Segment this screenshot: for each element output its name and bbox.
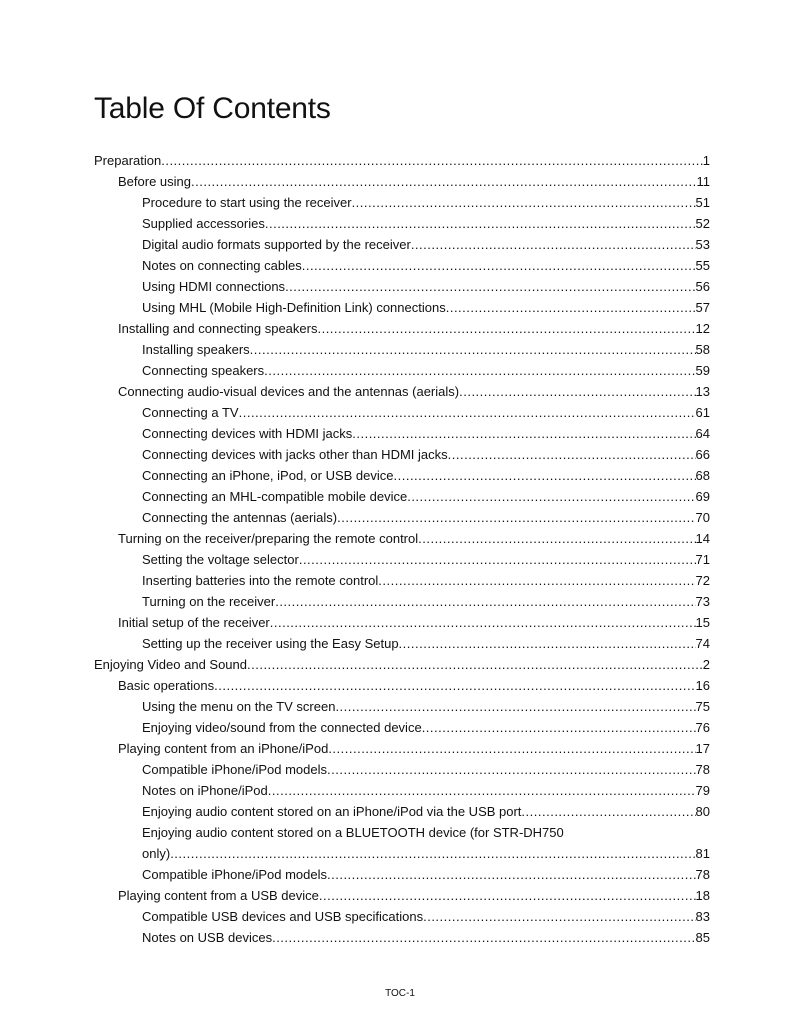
toc-entry-page-number: 12 <box>695 321 710 336</box>
toc-entry[interactable] <box>94 507 710 528</box>
dot-leader <box>337 507 695 528</box>
toc-entry[interactable] <box>94 528 710 549</box>
toc-entry-page-number: 55 <box>695 258 710 273</box>
toc-entry[interactable] <box>94 759 710 780</box>
toc-entry-continuation[interactable] <box>94 843 710 864</box>
toc-entry[interactable] <box>94 927 710 948</box>
toc-entry-page-number: 15 <box>695 615 710 630</box>
toc-entry[interactable] <box>94 570 710 591</box>
dot-leader <box>327 759 696 780</box>
page-footer-label: TOC-1 <box>385 988 415 999</box>
toc-entry[interactable] <box>94 885 710 906</box>
toc-entry[interactable] <box>94 633 710 654</box>
toc-entry[interactable] <box>94 717 710 738</box>
toc-entry-title: Procedure to start using the receiver <box>142 195 352 210</box>
toc-entry-page-number: 53 <box>695 237 710 252</box>
dot-leader <box>407 486 695 507</box>
dot-leader <box>459 381 695 402</box>
toc-entry-page-number: 81 <box>695 846 710 861</box>
toc-entry-title: Installing and connecting speakers <box>118 321 318 336</box>
toc-entry-title: Enjoying video/sound from the connected device <box>142 720 422 735</box>
dot-leader <box>378 570 695 591</box>
toc-entry-page-number: 56 <box>695 279 710 294</box>
toc-entry[interactable] <box>94 171 710 192</box>
toc-entry-title: Connecting the antennas (aerials) <box>142 510 338 525</box>
toc-entry-title: Compatible USB devices and USB specifications <box>142 909 424 924</box>
toc-entry-page-number: 13 <box>695 384 710 399</box>
toc-entry[interactable] <box>94 696 710 717</box>
toc-entry-title: Installing speakers <box>142 342 250 357</box>
toc-entry-page-number: 83 <box>695 909 710 924</box>
table-of-contents <box>94 150 710 948</box>
toc-entry[interactable] <box>94 822 710 843</box>
dot-leader <box>214 675 695 696</box>
toc-entry[interactable] <box>94 591 710 612</box>
toc-entry-title: Enjoying audio content stored on a BLUETOOTH device (for STR-DH750 <box>142 825 564 840</box>
dot-leader <box>270 612 696 633</box>
dot-leader <box>302 255 696 276</box>
toc-entry-title: Connecting speakers <box>142 363 265 378</box>
toc-entry[interactable] <box>94 213 710 234</box>
toc-entry-page-number: 69 <box>695 489 710 504</box>
toc-entry-page-number: 1 <box>702 153 710 168</box>
toc-entry-title: Using MHL (Mobile High-Definition Link) connections <box>142 300 446 315</box>
toc-entry-page-number: 85 <box>695 930 710 945</box>
dot-leader <box>299 549 696 570</box>
toc-entry-page-number: 70 <box>695 510 710 525</box>
dot-leader <box>521 801 695 822</box>
dot-leader <box>352 192 696 213</box>
toc-entry[interactable] <box>94 864 710 885</box>
dot-leader <box>265 213 696 234</box>
toc-entry-page-number: 14 <box>695 531 710 546</box>
toc-entry[interactable] <box>94 192 710 213</box>
toc-entry[interactable] <box>94 297 710 318</box>
dot-leader <box>247 654 703 675</box>
toc-entry[interactable] <box>94 612 710 633</box>
page-title: Table Of Contents <box>94 92 331 125</box>
toc-entry-title: Using the menu on the TV screen <box>142 699 336 714</box>
toc-entry-page-number: 11 <box>696 174 710 189</box>
toc-entry-title: Turning on the receiver/preparing the remote control <box>118 531 419 546</box>
toc-entry-title: Compatible iPhone/iPod models <box>142 762 327 777</box>
toc-entry-page-number: 80 <box>695 804 710 819</box>
toc-entry-title: Notes on USB devices <box>142 930 273 945</box>
toc-entry-page-number: 52 <box>695 216 710 231</box>
toc-entry[interactable] <box>94 381 710 402</box>
dot-leader <box>394 465 696 486</box>
toc-entry-page-number: 18 <box>695 888 710 903</box>
dot-leader <box>275 591 695 612</box>
toc-entry-title: Connecting devices with HDMI jacks <box>142 426 353 441</box>
dot-leader <box>239 402 696 423</box>
dot-leader <box>423 906 695 927</box>
toc-entry[interactable] <box>94 738 710 759</box>
dot-leader <box>272 927 695 948</box>
toc-entry-title: Digital audio formats supported by the receiver <box>142 237 411 252</box>
toc-entry-title: Inserting batteries into the remote control <box>142 573 379 588</box>
dot-leader <box>411 234 696 255</box>
toc-entry[interactable] <box>94 318 710 339</box>
toc-entry-title: Connecting a TV <box>142 405 239 420</box>
dot-leader <box>191 171 697 192</box>
toc-entry-title: Connecting audio-visual devices and the antennas (aerials) <box>118 384 460 399</box>
toc-entry-page-number: 78 <box>695 762 710 777</box>
toc-entry[interactable] <box>94 675 710 696</box>
dot-leader <box>399 633 696 654</box>
toc-entry[interactable] <box>94 801 710 822</box>
toc-entry[interactable] <box>94 150 710 171</box>
dot-leader <box>170 843 695 864</box>
dot-leader <box>250 339 696 360</box>
toc-entry-page-number: 68 <box>695 468 710 483</box>
toc-entry[interactable] <box>94 339 710 360</box>
dot-leader <box>328 738 695 759</box>
toc-entry-title: Notes on connecting cables <box>142 258 302 273</box>
toc-entry[interactable] <box>94 654 710 675</box>
dot-leader <box>335 696 695 717</box>
dot-leader <box>422 717 696 738</box>
toc-entry[interactable] <box>94 906 710 927</box>
dot-leader <box>448 444 696 465</box>
toc-entry-title: Connecting devices with jacks other than HDMI jacks <box>142 447 448 462</box>
dot-leader <box>352 423 695 444</box>
toc-entry-title: Supplied accessories <box>142 216 265 231</box>
toc-entry-page-number: 61 <box>695 405 710 420</box>
toc-entry-page-number: 72 <box>695 573 710 588</box>
toc-entry-title: Turning on the receiver <box>142 594 276 609</box>
dot-leader <box>319 885 696 906</box>
toc-entry[interactable] <box>94 276 710 297</box>
toc-entry-title: Preparation <box>94 153 162 168</box>
toc-entry-page-number: 2 <box>702 657 710 672</box>
dot-leader <box>161 150 703 171</box>
toc-entry-title: Basic operations <box>118 678 215 693</box>
dot-leader <box>264 360 695 381</box>
toc-entry[interactable] <box>94 780 710 801</box>
toc-entry-page-number: 17 <box>695 741 710 756</box>
toc-entry-page-number: 79 <box>695 783 710 798</box>
dot-leader <box>317 318 695 339</box>
toc-entry[interactable] <box>94 444 710 465</box>
toc-entry[interactable] <box>94 234 710 255</box>
toc-entry[interactable] <box>94 549 710 570</box>
toc-entry[interactable] <box>94 423 710 444</box>
toc-entry-page-number: 75 <box>695 699 710 714</box>
toc-entry-page-number: 66 <box>695 447 710 462</box>
toc-entry-title: Initial setup of the receiver <box>118 615 270 630</box>
toc-entry-page-number: 51 <box>695 195 710 210</box>
toc-entry-title: Setting up the receiver using the Easy Setup <box>142 636 399 651</box>
toc-entry-title: Connecting an iPhone, iPod, or USB device <box>142 468 394 483</box>
toc-entry-title-continued: only) <box>142 846 171 861</box>
dot-leader <box>285 276 695 297</box>
toc-entry[interactable] <box>94 360 710 381</box>
toc-entry-title: Using HDMI connections <box>142 279 286 294</box>
dot-leader <box>446 297 696 318</box>
toc-entry-page-number: 78 <box>695 867 710 882</box>
toc-entry-page-number: 74 <box>695 636 710 651</box>
dot-leader <box>327 864 696 885</box>
toc-entry[interactable] <box>94 465 710 486</box>
toc-entry-title: Enjoying audio content stored on an iPhone/iPod via the USB port <box>142 804 522 819</box>
dot-leader <box>418 528 695 549</box>
toc-entry-title: Compatible iPhone/iPod models <box>142 867 327 882</box>
toc-entry-title: Setting the voltage selector <box>142 552 299 567</box>
toc-entry-page-number: 58 <box>695 342 710 357</box>
toc-entry[interactable] <box>94 255 710 276</box>
toc-entry-page-number: 64 <box>695 426 710 441</box>
toc-entry-title: Playing content from an iPhone/iPod <box>118 741 329 756</box>
toc-entry-page-number: 16 <box>695 678 710 693</box>
toc-entry-page-number: 71 <box>695 552 710 567</box>
toc-entry-page-number: 76 <box>695 720 710 735</box>
toc-entry-title: Playing content from a USB device <box>118 888 319 903</box>
toc-entry-title: Notes on iPhone/iPod <box>142 783 268 798</box>
toc-entry-title: Connecting an MHL-compatible mobile device <box>142 489 408 504</box>
toc-entry[interactable] <box>94 402 710 423</box>
toc-entry-page-number: 73 <box>695 594 710 609</box>
toc-entry-title: Enjoying Video and Sound <box>94 657 247 672</box>
toc-entry-page-number: 59 <box>695 363 710 378</box>
toc-entry-page-number: 57 <box>695 300 710 315</box>
dot-leader <box>268 780 696 801</box>
toc-entry-title: Before using <box>118 174 191 189</box>
toc-entry[interactable] <box>94 486 710 507</box>
